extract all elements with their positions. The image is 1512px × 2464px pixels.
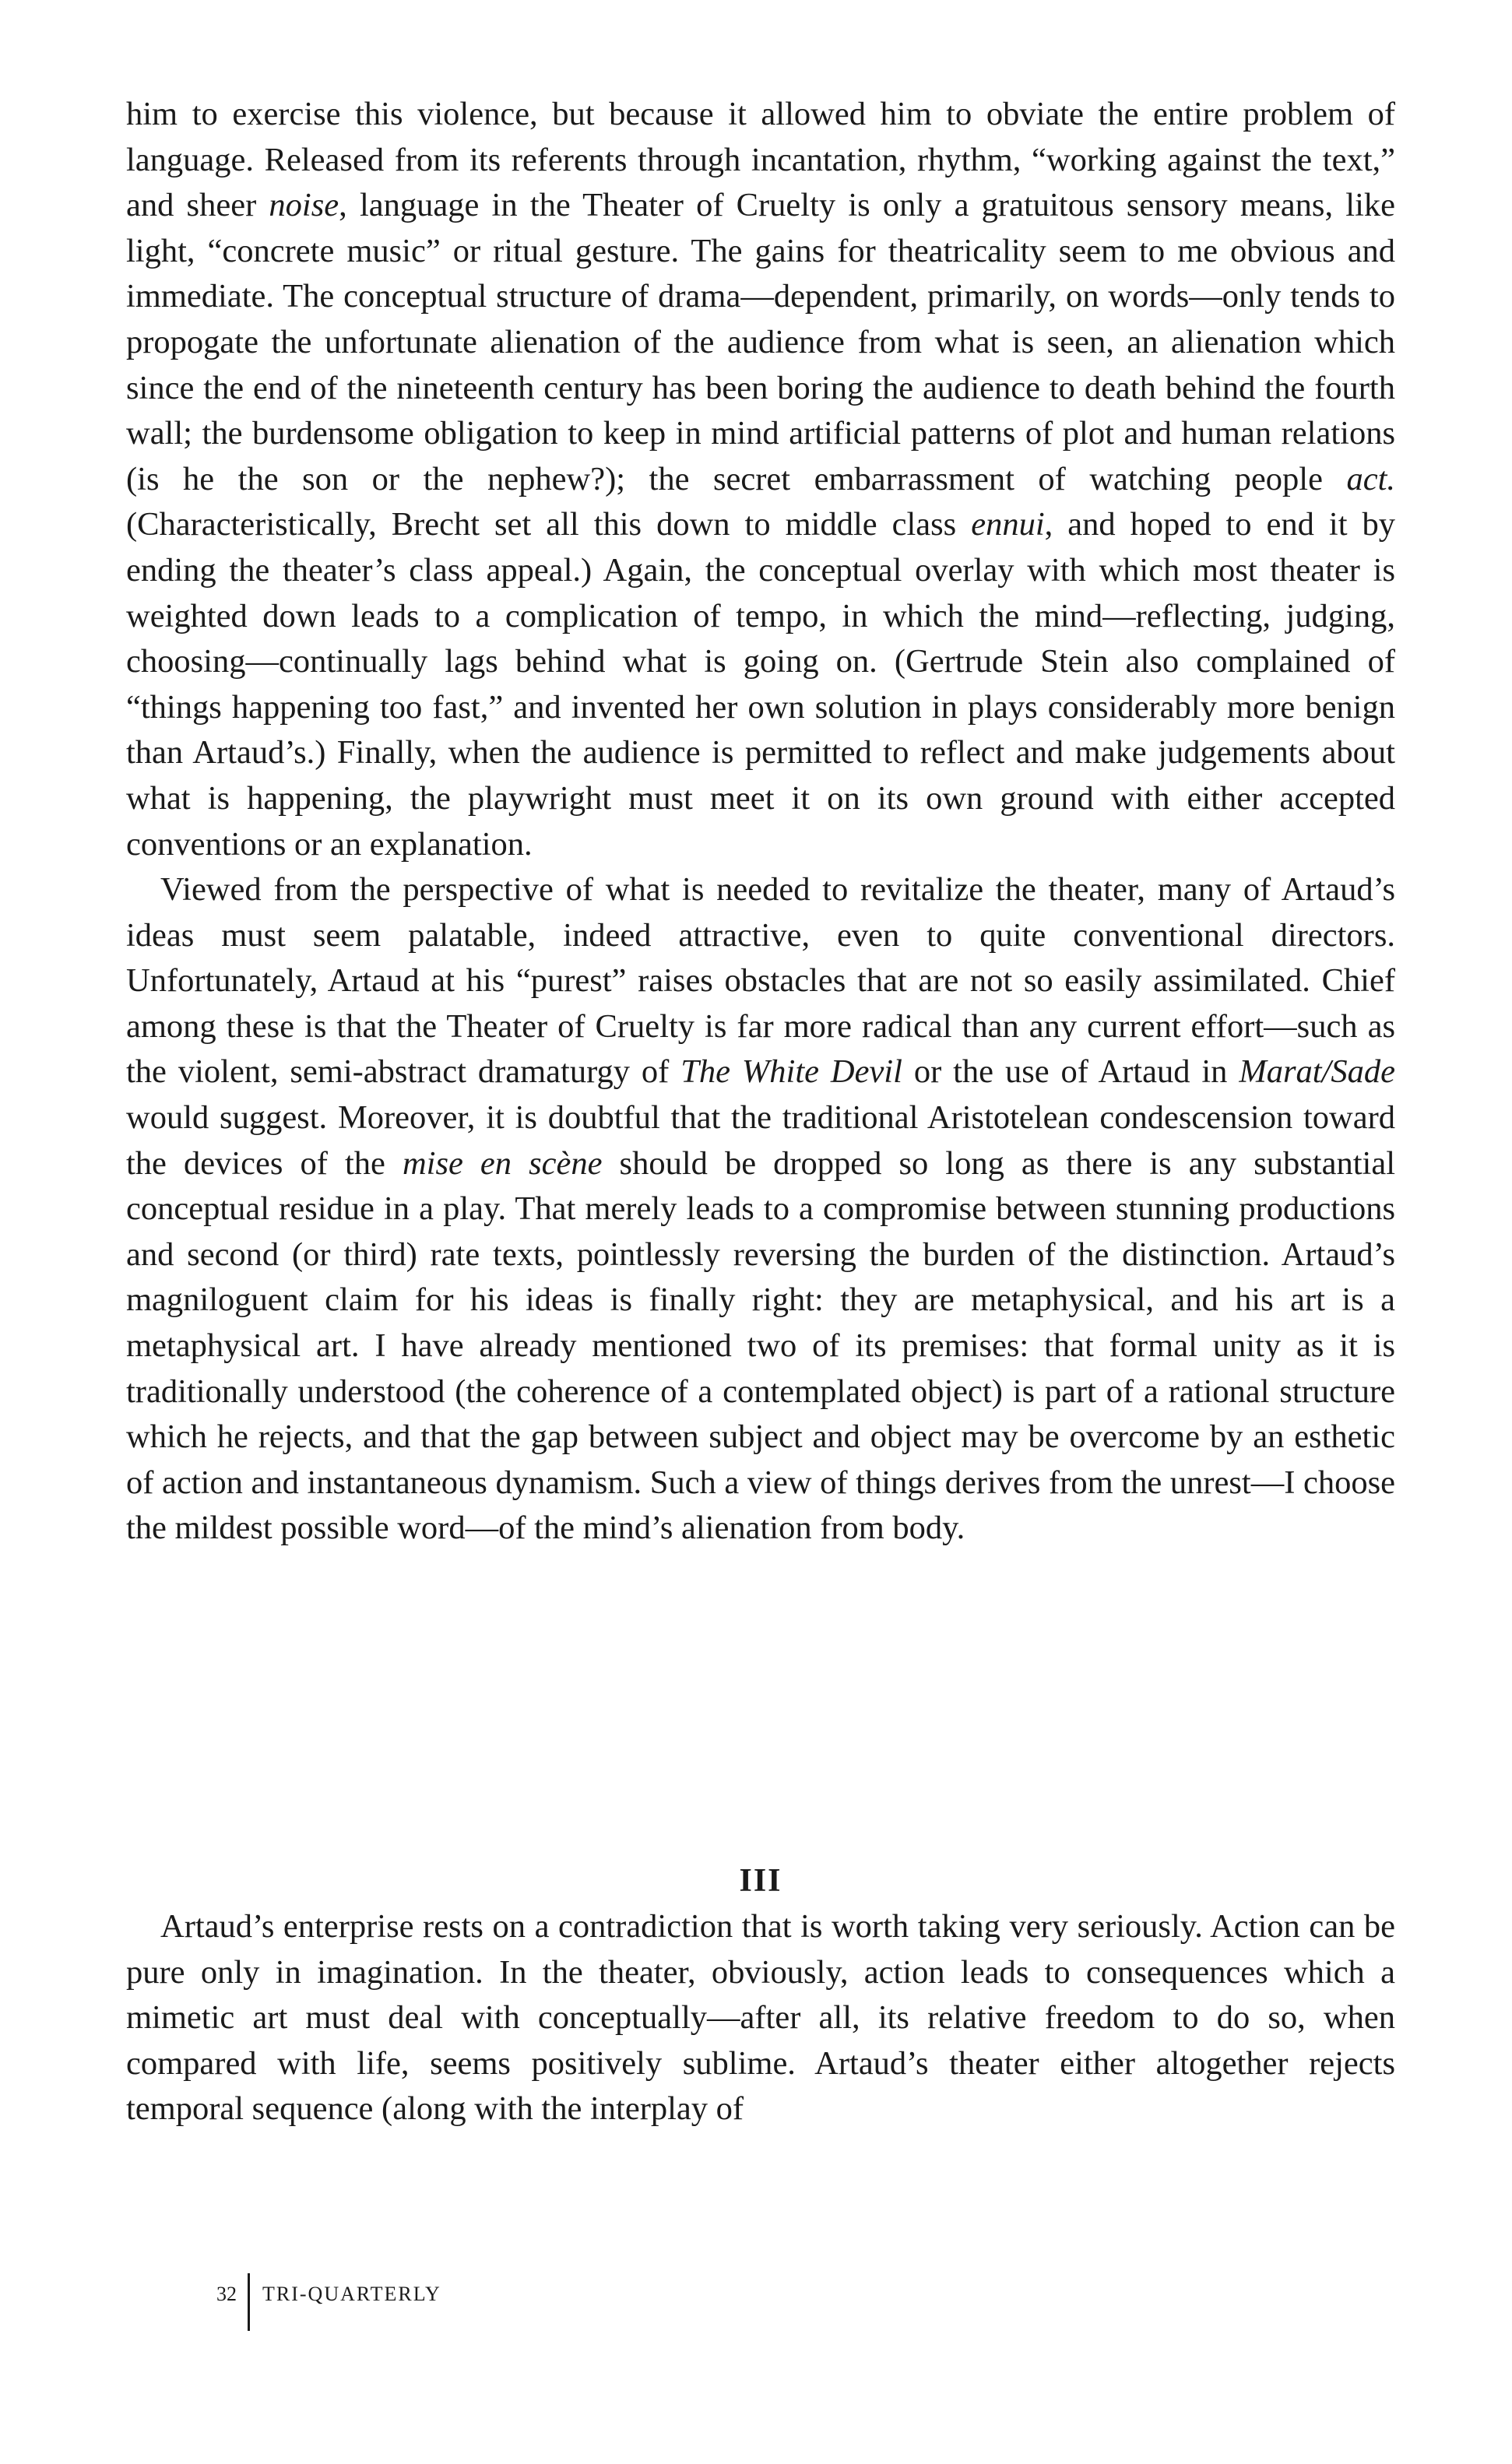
italic-text-run: The White Devil — [680, 1053, 902, 1091]
section-paragraph-1 — [126, 1904, 1395, 2132]
italic-text-run: mise en scène — [402, 1144, 603, 1182]
text-run: Viewed from the perspective of what is needed to revitalize the theater, many of Artaud’s ideas must seem palatable, indeed attractive, even to quite conventional directors. Unfortunately, Artaud at his “purest” raises obstacles that are not so easily assimilated. Chief among these is that the Theater of Cruelty is far more radical than any current effort—such as the violent, semi-abstract dramaturgy of — [126, 871, 1395, 1091]
paragraph-1 — [126, 92, 1395, 867]
journal-title: TRI-QUARTERLY — [262, 2283, 441, 2305]
italic-text-run: Marat/Sade — [1239, 1053, 1396, 1091]
page-number: 32 — [216, 2283, 237, 2305]
section-heading: III — [739, 1863, 782, 1899]
text-run: should be dropped so long as there is any substantial conceptual residue in a play. That merely leads to a compromise between stunning productions and second (or third) rate texts, pointlessly reversing the burden of the distinction. Artaud’s magniloguent claim for his ideas is finally right: they are metaphysical, and his art is a metaphysical art. I have already mentioned two of its premises: that formal unity as it is traditionally understood (the coherence of a contemplated object) is part of a rational structure which he rejects, and that the gap between subject and object may be overcome by an esthetic of action and instantaneous dynamism. Such a view of things derives from the unrest—I choose the mildest possible word—of the mind’s alienation from body. — [126, 1144, 1395, 1547]
paragraph-2 — [126, 867, 1395, 1552]
text-run: Artaud’s enterprise rests on a contradiction that is worth taking very seriously. Action can be pure only in imagination. In the theater, obviously, action leads to consequences which a mimetic art must deal with conceptually—after all, its relative freedom to do so, when compared with life, seems positively sublime. Artaud’s theater either altogether rejects temporal sequence (along with the interplay of — [126, 1908, 1395, 2128]
body-text — [126, 92, 1395, 1552]
italic-text-run: noise — [269, 187, 339, 224]
section-body-text — [126, 1904, 1395, 2132]
text-run: him to exercise this violence, but because it allowed him to obviate the entire problem of language. Released from its referents through incantation, rhythm, “working against the text,” and sheer — [126, 96, 1395, 224]
text-run: or the use of Artaud in — [902, 1053, 1239, 1091]
text-run: (Characteristically, Brecht set all this down to middle class — [126, 506, 972, 543]
italic-text-run: ennui — [971, 506, 1045, 543]
text-run: , and hoped to end it by ending the theater’s class appeal.) Again, the conceptual overlay with which most theater is weighted down leads to a complication of tempo, in which the mind—reflecting, judging, choosing—continually lags behind what is going on. (Gertrude Stein also complained of “things happening too fast,” and invented her own solution in plays considerably more benign than Artaud’s.) Finally, when the audience is permitted to reflect and make judgements about what is happening, the playwright must meet it on its own ground with either accepted conventions or an explanation. — [126, 506, 1395, 863]
page-footer — [216, 2258, 441, 2331]
italic-text-run: act. — [1346, 460, 1395, 497]
text-run: , language in the Theater of Cruelty is only a gratuitous sensory means, like light, “concrete music” or ritual gesture. The gains for theatricality seem to me obvious and immediate. The conceptual structure of drama—dependent, primarily, on words—only tends to propogate the unfortunate alienation of the audience from what is seen, an alienation which since the end of the nineteenth century has been boring the audience to death behind the fourth wall; the burdensome obligation to keep in mind artificial patterns of plot and human relations (is he the son or the nephew?); the secret embarrassment of watching people — [126, 187, 1395, 497]
text-run: would suggest. Moreover, it is doubtful that the traditional Aristotelean condescension toward the devices of the — [126, 1099, 1395, 1182]
